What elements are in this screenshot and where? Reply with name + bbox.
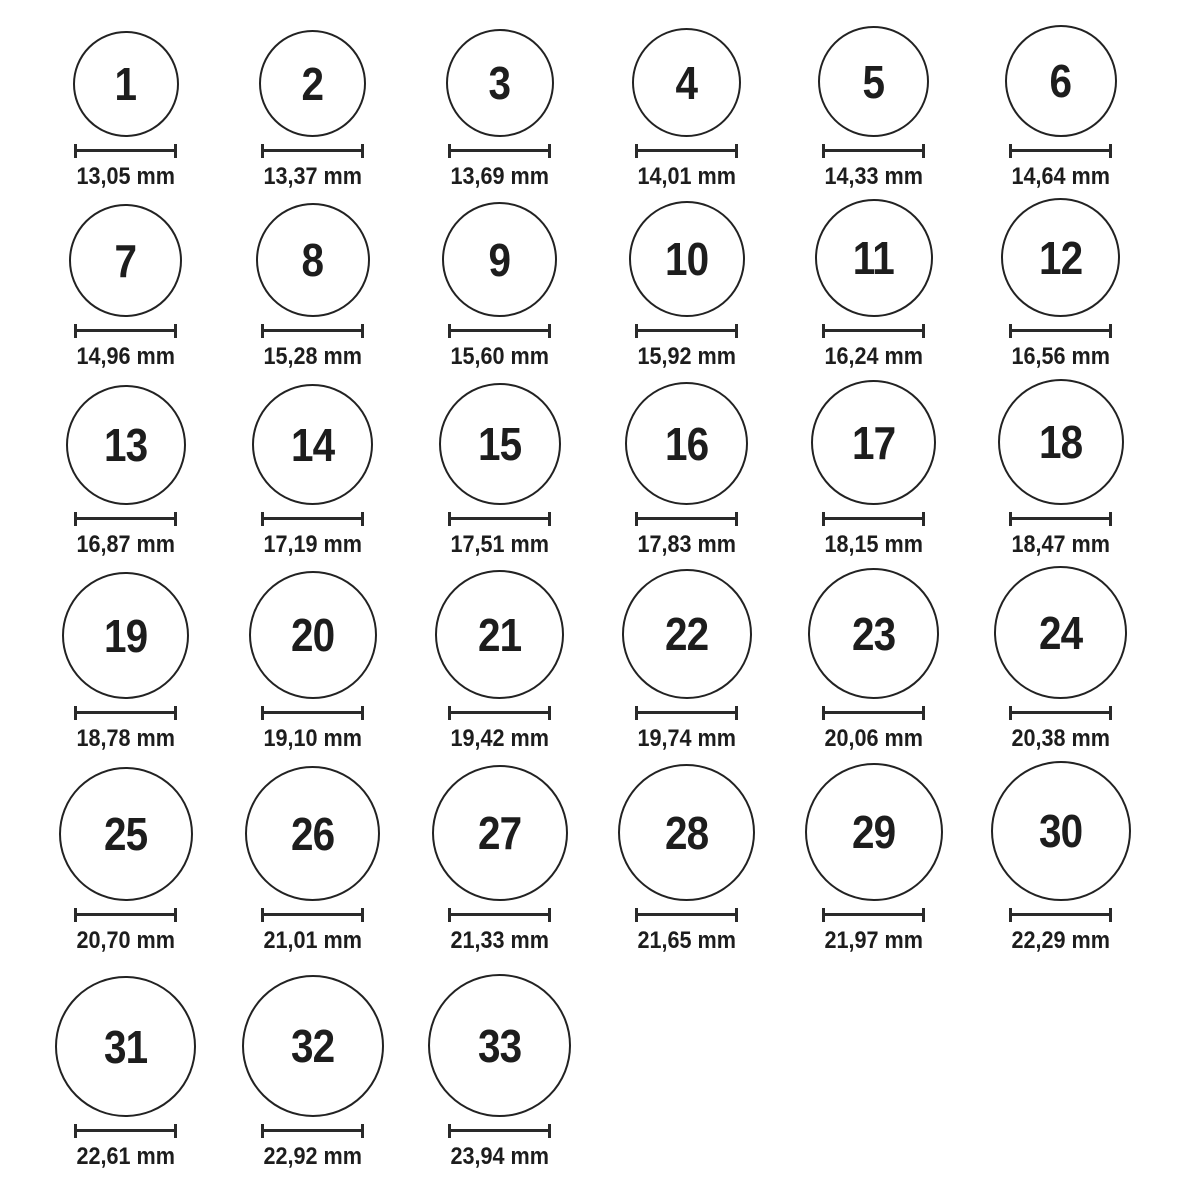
diameter-measure-line — [635, 908, 738, 922]
diameter-measure-line — [1009, 144, 1112, 158]
ring-circle — [242, 975, 384, 1117]
ring-size-number: 12 — [1038, 231, 1083, 284]
ring-size-number: 3 — [488, 57, 511, 110]
measure-bar — [262, 517, 363, 520]
diameter-measure-line — [635, 324, 738, 338]
ring-circle — [442, 202, 557, 317]
measure-bar — [262, 329, 363, 332]
ring-size-cell — [442, 191, 557, 371]
ring-size-cell — [815, 191, 933, 371]
ring-size-cell — [994, 559, 1127, 753]
ring-size-number: 5 — [862, 55, 885, 108]
ring-size-number: 19 — [103, 609, 148, 662]
diameter-measure-line — [448, 512, 551, 526]
measure-bar — [262, 913, 363, 916]
diameter-measure-line — [1009, 908, 1112, 922]
measure-bar — [636, 711, 737, 714]
ring-circle — [622, 569, 752, 699]
diameter-label: 17,19 mm — [263, 531, 362, 559]
diameter-label: 18,47 mm — [1011, 531, 1110, 559]
ring-size-cell — [428, 955, 571, 1171]
ring-circle — [818, 26, 929, 137]
ring-size-cell — [1001, 191, 1120, 371]
measure-bar — [262, 711, 363, 714]
ring-circle — [252, 384, 373, 505]
diameter-label: 17,83 mm — [637, 531, 736, 559]
diameter-measure-line — [261, 706, 364, 720]
diameter-measure-line — [822, 706, 925, 720]
measure-bar — [823, 517, 924, 520]
ring-circle — [811, 380, 936, 505]
ring-size-cell — [249, 559, 377, 753]
measure-bar — [262, 1129, 363, 1132]
ring-size-number: 9 — [488, 233, 511, 286]
measure-bar — [636, 913, 737, 916]
diameter-measure-line — [448, 324, 551, 338]
measure-bar — [636, 149, 737, 152]
ring-size-cell — [256, 191, 370, 371]
diameter-measure-line — [822, 144, 925, 158]
measure-bar — [449, 149, 550, 152]
diameter-label: 21,01 mm — [263, 927, 362, 955]
measure-bar — [1010, 711, 1111, 714]
measure-bar — [75, 517, 176, 520]
ring-size-number: 30 — [1038, 805, 1083, 858]
diameter-label: 14,96 mm — [76, 343, 175, 371]
ring-circle — [432, 765, 568, 901]
diameter-label: 15,28 mm — [263, 343, 362, 371]
diameter-measure-line — [635, 706, 738, 720]
ring-size-cell — [998, 371, 1124, 559]
diameter-label: 22,61 mm — [76, 1143, 175, 1171]
ring-circle — [435, 570, 564, 699]
ring-size-number: 31 — [103, 1020, 148, 1073]
ring-size-cell — [618, 753, 755, 955]
measure-bar — [449, 517, 550, 520]
ring-circle — [625, 382, 748, 505]
ring-circle — [994, 566, 1127, 699]
ring-circle — [618, 764, 755, 901]
ring-size-cell — [622, 559, 752, 753]
diameter-measure-line — [74, 706, 177, 720]
ring-circle — [256, 203, 370, 317]
ring-circle — [808, 568, 939, 699]
measure-bar — [1010, 913, 1111, 916]
diameter-measure-line — [448, 144, 551, 158]
ring-size-number: 32 — [290, 1020, 335, 1073]
measure-bar — [449, 1129, 550, 1132]
ring-size-cell — [439, 371, 561, 559]
ring-size-cell — [991, 753, 1131, 955]
diameter-measure-line — [1009, 512, 1112, 526]
diameter-label: 18,15 mm — [824, 531, 923, 559]
diameter-measure-line — [261, 324, 364, 338]
diameter-measure-line — [448, 908, 551, 922]
diameter-label: 22,29 mm — [1011, 927, 1110, 955]
diameter-measure-line — [261, 908, 364, 922]
diameter-label: 20,70 mm — [76, 927, 175, 955]
diameter-measure-line — [635, 144, 738, 158]
ring-size-number: 17 — [851, 416, 896, 469]
ring-size-cell — [258, 8, 367, 191]
diameter-measure-line — [822, 908, 925, 922]
ring-circle — [991, 761, 1131, 901]
diameter-label: 23,94 mm — [450, 1143, 549, 1171]
ring-size-cell — [818, 8, 929, 191]
ring-size-cell — [245, 753, 380, 955]
diameter-label: 14,01 mm — [637, 163, 736, 191]
ring-circle — [73, 31, 179, 137]
ring-circle — [249, 571, 377, 699]
measure-bar — [1010, 149, 1111, 152]
diameter-measure-line — [261, 1124, 364, 1138]
measure-bar — [1010, 517, 1111, 520]
ring-size-number: 8 — [301, 234, 324, 287]
diameter-label: 20,38 mm — [1011, 725, 1110, 753]
ring-circle — [259, 30, 366, 137]
diameter-measure-line — [261, 512, 364, 526]
measure-bar — [75, 329, 176, 332]
ring-circle — [55, 976, 196, 1117]
ring-size-number: 18 — [1038, 416, 1083, 469]
ring-size-number: 21 — [477, 608, 522, 661]
ring-circle — [62, 572, 189, 699]
diameter-label: 16,24 mm — [824, 343, 923, 371]
diameter-label: 19,10 mm — [263, 725, 362, 753]
ring-circle — [632, 28, 741, 137]
ring-size-number: 27 — [477, 807, 522, 860]
diameter-measure-line — [822, 512, 925, 526]
ring-size-cell — [811, 371, 936, 559]
diameter-label: 14,64 mm — [1011, 163, 1110, 191]
ring-size-number: 2 — [301, 57, 324, 110]
ring-size-number: 23 — [851, 607, 896, 660]
diameter-label: 15,60 mm — [450, 343, 549, 371]
ring-size-cell — [252, 371, 373, 559]
ring-size-cell — [62, 559, 189, 753]
ring-size-number: 6 — [1049, 55, 1072, 108]
ring-circle — [59, 767, 193, 901]
ring-size-cell — [66, 371, 186, 559]
diameter-measure-line — [74, 1124, 177, 1138]
ring-size-number: 15 — [477, 418, 522, 471]
diameter-measure-line — [74, 908, 177, 922]
measure-bar — [75, 711, 176, 714]
measure-bar — [449, 711, 550, 714]
measure-bar — [75, 1129, 176, 1132]
ring-circle — [1001, 198, 1120, 317]
diameter-label: 19,74 mm — [637, 725, 736, 753]
diameter-label: 15,92 mm — [637, 343, 736, 371]
diameter-measure-line — [74, 512, 177, 526]
ring-circle — [629, 201, 745, 317]
diameter-label: 13,05 mm — [76, 163, 175, 191]
ring-size-cell — [632, 8, 741, 191]
ring-size-number: 28 — [664, 806, 709, 859]
diameter-label: 21,97 mm — [824, 927, 923, 955]
measure-bar — [823, 329, 924, 332]
ring-size-number: 1 — [114, 58, 137, 111]
ring-size-number: 33 — [477, 1019, 522, 1072]
ring-size-cell — [445, 8, 554, 191]
ring-size-cell — [69, 191, 182, 371]
diameter-label: 14,33 mm — [824, 163, 923, 191]
ring-size-cell — [432, 753, 568, 955]
ring-size-number: 11 — [852, 232, 895, 285]
measure-bar — [823, 149, 924, 152]
ring-size-cell — [242, 955, 384, 1171]
ring-size-cell — [629, 191, 745, 371]
ring-size-cell — [625, 371, 748, 559]
diameter-measure-line — [822, 324, 925, 338]
ring-size-cell — [55, 955, 196, 1171]
diameter-measure-line — [74, 144, 177, 158]
ring-size-number: 13 — [103, 419, 148, 472]
ring-circle — [428, 974, 571, 1117]
measure-bar — [636, 329, 737, 332]
measure-bar — [449, 329, 550, 332]
diameter-label: 21,65 mm — [637, 927, 736, 955]
ring-circle — [446, 29, 554, 137]
diameter-label: 13,37 mm — [263, 163, 362, 191]
ring-circle — [998, 379, 1124, 505]
measure-bar — [636, 517, 737, 520]
ring-size-number: 26 — [290, 807, 335, 860]
diameter-label: 22,92 mm — [263, 1143, 362, 1171]
ring-size-cell — [808, 559, 939, 753]
diameter-label: 21,33 mm — [450, 927, 549, 955]
measure-bar — [449, 913, 550, 916]
measure-bar — [1010, 329, 1111, 332]
diameter-label: 16,56 mm — [1011, 343, 1110, 371]
diameter-label: 16,87 mm — [76, 531, 175, 559]
ring-circle — [66, 385, 186, 505]
measure-bar — [823, 913, 924, 916]
diameter-measure-line — [1009, 706, 1112, 720]
diameter-label: 20,06 mm — [824, 725, 923, 753]
ring-circle — [815, 199, 933, 317]
ring-size-number: 14 — [290, 418, 335, 471]
ring-size-number: 24 — [1038, 606, 1083, 659]
measure-bar — [262, 149, 363, 152]
ring-size-number: 16 — [664, 417, 709, 470]
ring-size-number: 7 — [114, 234, 137, 287]
diameter-label: 17,51 mm — [450, 531, 549, 559]
diameter-label: 19,42 mm — [450, 725, 549, 753]
ring-circle — [439, 383, 561, 505]
ring-circle — [805, 763, 943, 901]
measure-bar — [75, 149, 176, 152]
ring-size-cell — [435, 559, 564, 753]
ring-size-number: 29 — [851, 806, 896, 859]
diameter-label: 18,78 mm — [76, 725, 175, 753]
diameter-measure-line — [635, 512, 738, 526]
diameter-measure-line — [74, 324, 177, 338]
ring-size-number: 20 — [290, 609, 335, 662]
ring-circle — [69, 204, 182, 317]
ring-size-cell — [805, 753, 943, 955]
diameter-label: 13,69 mm — [450, 163, 549, 191]
measure-bar — [75, 913, 176, 916]
ring-circle — [245, 766, 380, 901]
measure-bar — [823, 711, 924, 714]
diameter-measure-line — [448, 1124, 551, 1138]
ring-size-cell — [59, 753, 193, 955]
ring-size-number: 25 — [103, 808, 148, 861]
ring-size-cell — [71, 8, 180, 191]
diameter-measure-line — [448, 706, 551, 720]
diameter-measure-line — [261, 144, 364, 158]
ring-size-number: 4 — [675, 56, 698, 109]
diameter-measure-line — [1009, 324, 1112, 338]
ring-size-number: 10 — [664, 233, 709, 286]
ring-size-number: 22 — [664, 608, 709, 661]
ring-circle — [1005, 25, 1117, 137]
ring-size-cell — [1005, 8, 1117, 191]
